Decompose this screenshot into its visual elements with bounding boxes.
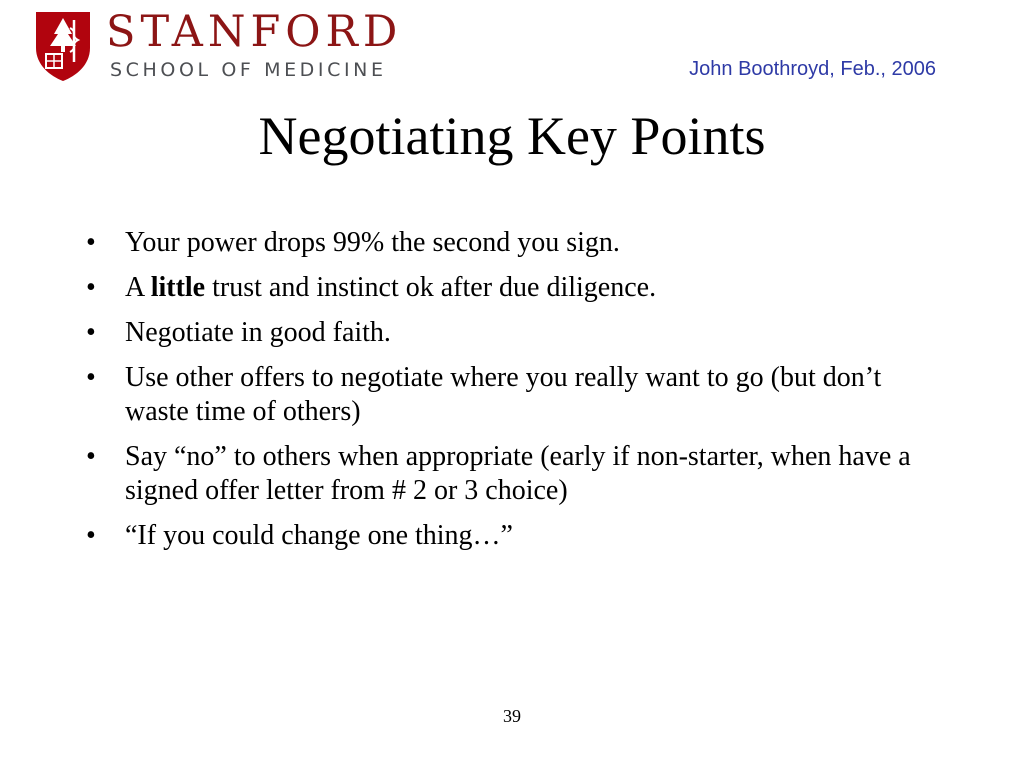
bullet-list xyxy=(86,226,946,564)
bullet-text-suffix: trust and instinct ok after due diligence. xyxy=(205,272,657,303)
bullet-symbol: • xyxy=(86,520,96,551)
stanford-shield-icon xyxy=(34,10,92,82)
stanford-medicine-logo xyxy=(34,7,404,84)
bullet-symbol: • xyxy=(86,441,96,472)
page-number: 39 xyxy=(503,706,521,726)
bullet-item xyxy=(86,271,946,305)
bullet-text: Negotiate in good faith. xyxy=(125,317,391,348)
logo-subtitle: SCHOOL OF MEDICINE xyxy=(110,59,387,81)
bullet-symbol: • xyxy=(86,227,96,258)
logo-wordmark: STANFORD xyxy=(106,7,403,57)
bullet-text: Use other offers to negotiate where you really want to go (but don’t waste time of others) xyxy=(125,362,882,427)
bullet-item xyxy=(86,226,946,260)
author-date: John Boothroyd, Feb., 2006 xyxy=(689,58,936,80)
bullet-item xyxy=(86,361,946,429)
bullet-text: Your power drops 99% the second you sign. xyxy=(125,227,620,258)
bullet-text: Say “no” to others when appropriate (early if non-starter, when have a signed offer letter from # 2 or 3 choice) xyxy=(125,441,911,506)
bullet-text-prefix: A xyxy=(125,272,151,303)
bullet-emphasis: little xyxy=(150,272,206,303)
bullet-item xyxy=(86,440,946,508)
bullet-symbol: • xyxy=(86,317,96,348)
bullet-item xyxy=(86,519,946,553)
bullet-text: “If you could change one thing…” xyxy=(125,520,513,551)
bullet-symbol: • xyxy=(86,272,96,303)
bullet-item xyxy=(86,316,946,350)
slide-title: Negotiating Key Points xyxy=(258,106,766,166)
bullet-symbol: • xyxy=(86,362,96,393)
